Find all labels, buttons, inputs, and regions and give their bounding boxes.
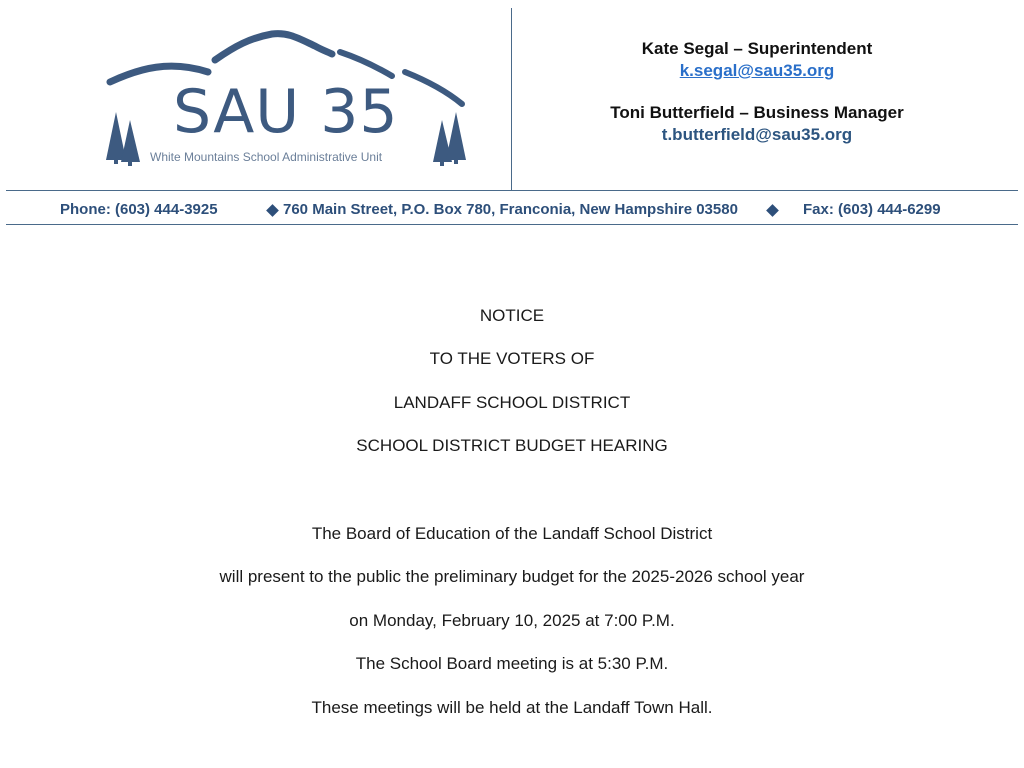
address-bar-bottom-rule: [6, 224, 1018, 225]
notice-body-line: The Board of Education of the Landaff School District: [311, 524, 713, 543]
logo-subtitle: White Mountains School Administrative Unit: [150, 150, 383, 164]
fax-number: Fax: (603) 444-6299: [803, 201, 941, 218]
notice-body-line: on Monday, February 10, 2025 at 7:00 P.M.: [349, 611, 675, 630]
sau35-logo: [100, 20, 480, 170]
notice-heading: NOTICE: [479, 306, 545, 325]
phone-number: Phone: (603) 444-3925: [60, 201, 218, 218]
notice-body-line: The School Board meeting is at 5:30 P.M.: [355, 654, 669, 673]
superintendent-name: Kate Segal – Superintendent: [641, 39, 873, 58]
diamond-icon: [266, 204, 279, 217]
business-manager-name: Toni Butterfield – Business Manager: [610, 103, 904, 122]
logo-title: SAU 35: [173, 77, 399, 147]
notice-heading-hearing: SCHOOL DISTRICT BUDGET HEARING: [356, 436, 668, 455]
notice-body-line: will present to the public the preliminary budget for the 2025-2026 school year: [219, 567, 805, 586]
notice-heading-voters: TO THE VOTERS OF: [429, 349, 595, 368]
notice-body-line: These meetings will be held at the Landaff Town Hall.: [311, 698, 713, 717]
business-manager-email: t.butterfield@sau35.org: [661, 125, 853, 144]
address-bar-top-rule: [6, 190, 1018, 191]
diamond-icon: [766, 204, 779, 217]
notice-heading-district: LANDAFF SCHOOL DISTRICT: [393, 393, 631, 412]
superintendent-email-link[interactable]: k.segal@sau35.org: [679, 61, 835, 80]
contact-block: [512, 38, 1002, 146]
street-address: 760 Main Street, P.O. Box 780, Franconia, New Hampshire 03580: [283, 201, 738, 218]
